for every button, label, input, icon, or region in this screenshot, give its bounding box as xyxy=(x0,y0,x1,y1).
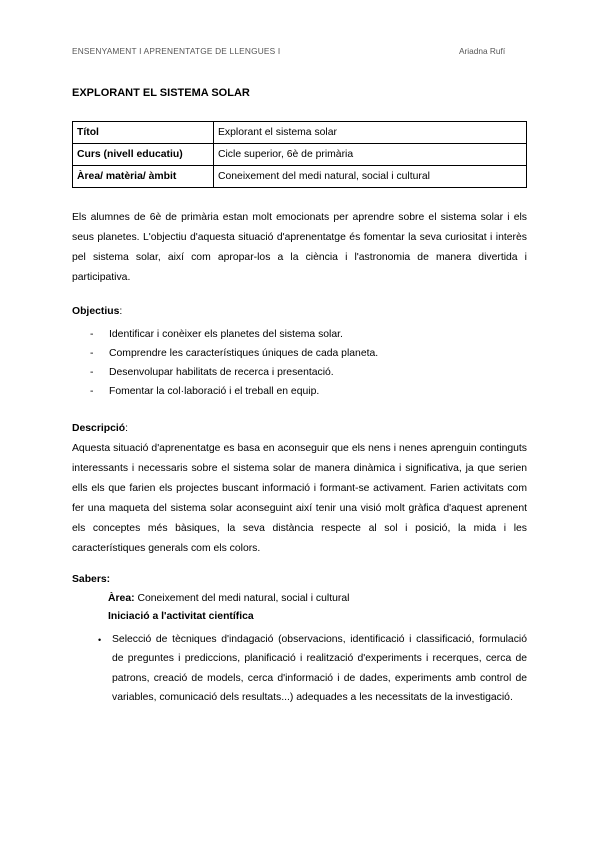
sabers-area-value: Coneixement del medi natural, social i cultural xyxy=(134,593,350,604)
info-key: Títol xyxy=(73,122,214,144)
descripcio-paragraph: Aquesta situació d'aprenentatge es basa en aconseguir que els nens i nenes aprenguin continguts interessants i necessaris sobre el sistema solar de manera dinàmica i significativa, ja que serien ells els que farien els projectes buscant informació i formant-se activament. Farien activitats com fer una maqueta del sistema solar aconseguint així tenir una visió molt gràfica d'aquest aprenent els conceptes més bàsiques, la seva distància respecte al sol i posició, la mida i les característiques generals com els colors. xyxy=(72,443,527,554)
dash-marker: - xyxy=(90,348,94,359)
info-key: Curs (nivell educatiu) xyxy=(73,144,214,166)
descripcio-heading-colon: : xyxy=(125,423,129,434)
info-value: Coneixement del medi natural, social i cultural xyxy=(214,166,527,188)
objectius-heading xyxy=(72,306,122,317)
list-item-text: Identificar i conèixer els planetes del sistema solar. xyxy=(109,329,343,340)
info-key: Àrea/ matèria/ àmbit xyxy=(73,166,214,188)
objectius-heading-colon: : xyxy=(119,306,123,317)
info-row-curs xyxy=(73,144,527,166)
document-title: EXPLORANT EL SISTEMA SOLAR xyxy=(72,87,250,99)
info-row-titol xyxy=(73,122,527,144)
objectius-heading-text: Objectius xyxy=(72,306,120,317)
sabers-area-label: Àrea: xyxy=(108,593,135,604)
list-item xyxy=(72,382,378,401)
info-table xyxy=(72,121,527,188)
descripcio-heading xyxy=(72,423,128,434)
dash-marker: - xyxy=(90,367,94,378)
dash-marker: - xyxy=(90,386,94,397)
info-row-area xyxy=(73,166,527,188)
info-value: Explorant el sistema solar xyxy=(214,122,527,144)
list-item xyxy=(72,325,378,344)
sabers-subheading: Iniciació a l'activitat científica xyxy=(108,611,254,622)
header-course-title: ENSENYAMENT I APRENENTATGE DE LLENGUES I xyxy=(72,46,281,56)
list-item-text: Fomentar la col·laboració i el treball en equip. xyxy=(109,386,320,397)
sabers-bullet-text: Selecció de tècniques d'indagació (observacions, identificació i classificació, formulació de preguntes i prediccions, planificació i realització d'experiments i recerques, cerca de patrons, creació de models, cerca d'informació i de dades, experiments amb control de variables, comunicació dels resultats...) adequades a les necessitats de la investigació. xyxy=(112,634,527,704)
list-item xyxy=(72,363,378,382)
sabers-area xyxy=(108,593,349,604)
info-value: Cicle superior, 6è de primària xyxy=(214,144,527,166)
bullet-marker: • xyxy=(98,635,102,645)
objectius-list xyxy=(72,325,378,401)
list-item xyxy=(72,344,378,363)
list-item-text: Desenvolupar habilitats de recerca i presentació. xyxy=(109,367,334,378)
intro-paragraph: Els alumnes de 6è de primària estan molt emocionats per aprendre sobre el sistema solar i els seus planetes. L'objectiu d'aquesta situació d'aprenentatge és fomentar la seva curiositat i interès pel sistema solar, així com apropar-los a la ciència i l'astronomia de manera divertida i participativa. xyxy=(72,212,527,283)
list-item-text: Comprendre les característiques úniques de cada planeta. xyxy=(109,348,379,359)
sabers-heading: Sabers: xyxy=(72,574,111,585)
descripcio-heading-text: Descripció xyxy=(72,423,126,434)
header-author: Ariadna Rufí xyxy=(459,46,506,56)
dash-marker: - xyxy=(90,329,94,340)
